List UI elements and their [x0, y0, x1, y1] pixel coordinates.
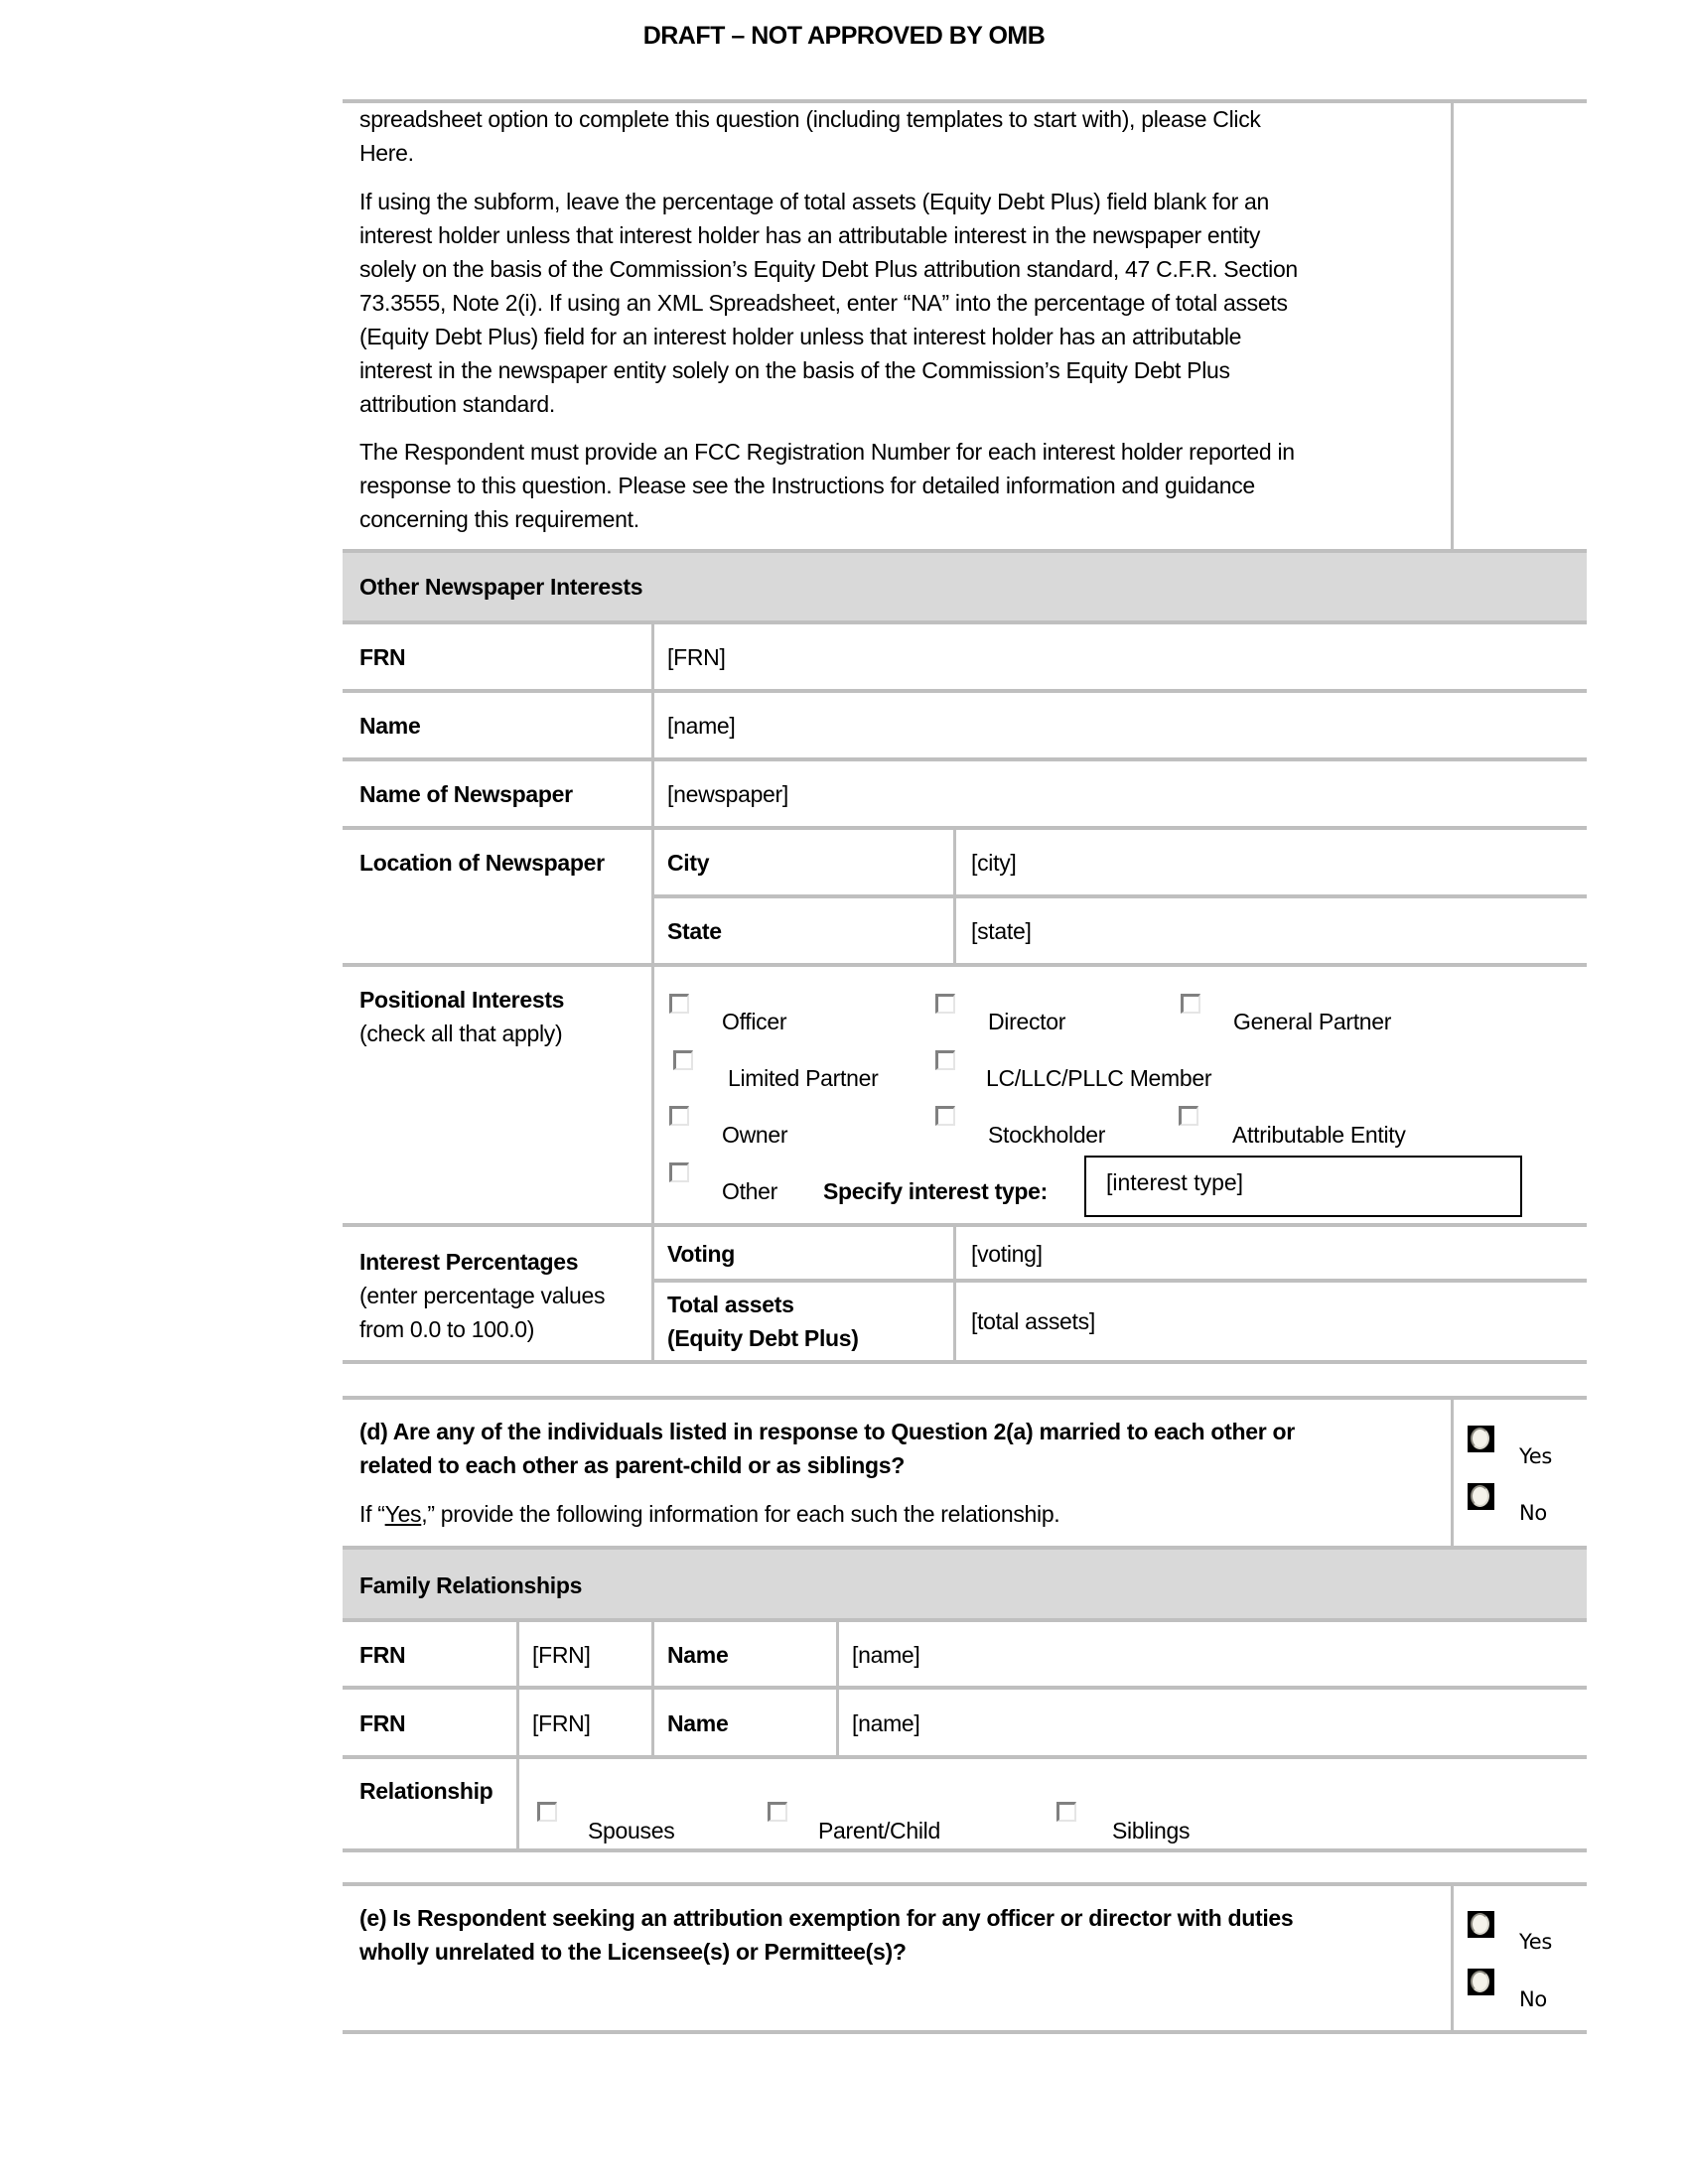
divider: [343, 1618, 1587, 1622]
stockholder-checkbox[interactable]: [935, 1106, 955, 1126]
family-name-label-2: Name: [667, 1710, 729, 1736]
text-line: 73.3555, Note 2(i). If using an XML Spreadsheet, enter “NA” into the percentage of total assets: [359, 290, 1288, 316]
relationship-label: Relationship: [359, 1778, 493, 1804]
question-d-yes-label: Yes: [1519, 1444, 1552, 1468]
note-yes-text: Yes: [384, 1501, 422, 1527]
family-name-label-1: Name: [667, 1642, 729, 1668]
voting-label: Voting: [667, 1241, 736, 1267]
attributable-entity-checkbox[interactable]: [1179, 1106, 1198, 1126]
newspaper-name-field[interactable]: [newspaper]: [667, 781, 788, 807]
stockholder-label: Stockholder: [988, 1122, 1106, 1148]
newspaper-name-label: Name of Newspaper: [359, 781, 573, 807]
click-here-link[interactable]: Here.: [359, 140, 414, 166]
label-line: (Equity Debt Plus): [667, 1325, 859, 1351]
text-line: solely on the basis of the Commission’s Equity Debt Plus attribution standard, 47 C.F.R. Section: [359, 256, 1298, 282]
question-e-text: [359, 1901, 1442, 1969]
question-d-no-label: No: [1519, 1501, 1547, 1525]
location-label: Location of Newspaper: [359, 850, 605, 876]
spouses-label: Spouses: [588, 1818, 675, 1843]
divider: [1451, 99, 1454, 552]
divider: [651, 1622, 654, 1757]
divider: [836, 1622, 839, 1757]
specify-interest-type-label: Specify interest type:: [823, 1178, 1049, 1204]
divider: [343, 757, 1587, 761]
sublabel-line: from 0.0 to 100.0): [359, 1316, 535, 1342]
name-label: Name: [359, 713, 421, 739]
other-label: Other: [722, 1178, 778, 1204]
text-line: concerning this requirement.: [359, 506, 639, 532]
divider: [653, 1279, 1587, 1283]
parent-child-label: Parent/Child: [818, 1818, 940, 1843]
family-name-field-1[interactable]: [name]: [852, 1642, 920, 1668]
officer-label: Officer: [722, 1009, 787, 1034]
llc-member-label: LC/LLC/PLLC Member: [986, 1065, 1212, 1091]
divider: [343, 1396, 1587, 1400]
divider: [343, 1882, 1587, 1886]
llc-member-checkbox[interactable]: [935, 1050, 955, 1070]
state-label: State: [667, 918, 722, 944]
text-line: (d) Are any of the individuals listed in response to Question 2(a) married to each other or: [359, 1419, 1295, 1444]
question-d-no-radio[interactable]: [1468, 1483, 1494, 1510]
divider: [343, 620, 1587, 624]
divider: [653, 894, 1587, 898]
total-assets-field[interactable]: [total assets]: [971, 1308, 1095, 1334]
officer-checkbox[interactable]: [669, 994, 689, 1014]
interest-percentages-label: Interest Percentages: [359, 1249, 579, 1275]
text-line: (e) Is Respondent seeking an attribution exemption for any officer or director with duties: [359, 1905, 1294, 1931]
divider: [343, 1755, 1587, 1759]
question-e-no-radio[interactable]: [1468, 1969, 1494, 1995]
family-frn-field-1[interactable]: [FRN]: [532, 1642, 591, 1668]
question-d-yes-radio[interactable]: [1468, 1426, 1494, 1452]
text-line: response to this question. Please see the Instructions for detailed information and guidance: [359, 473, 1255, 498]
name-field[interactable]: [name]: [667, 713, 736, 739]
owner-label: Owner: [722, 1122, 788, 1148]
divider: [343, 963, 1587, 967]
other-checkbox[interactable]: [669, 1162, 689, 1182]
divider: [343, 1848, 1587, 1852]
question-e-no-label: No: [1519, 1987, 1547, 2011]
parent-child-checkbox[interactable]: [768, 1802, 787, 1822]
divider: [343, 826, 1587, 830]
note-text: If “: [359, 1501, 385, 1527]
interest-percentages-sublabel: [359, 1279, 605, 1346]
divider: [343, 689, 1587, 693]
general-partner-checkbox[interactable]: [1181, 994, 1200, 1014]
text-line: (Equity Debt Plus) field for an interest holder unless that interest holder has an attributable: [359, 324, 1242, 349]
frn-label: FRN: [359, 644, 406, 670]
family-frn-label-2: FRN: [359, 1710, 406, 1736]
intro-paragraph-1: [359, 102, 1442, 170]
question-e-yes-label: Yes: [1519, 1930, 1552, 1954]
divider: [343, 1686, 1587, 1690]
general-partner-label: General Partner: [1233, 1009, 1392, 1034]
page-header: DRAFT – NOT APPROVED BY OMB: [642, 22, 1046, 50]
text-line: spreadsheet option to complete this question (including templates to start with), please Click: [359, 106, 1261, 132]
director-label: Director: [988, 1009, 1066, 1034]
city-label: City: [667, 850, 710, 876]
director-checkbox[interactable]: [935, 994, 955, 1014]
question-d-text: [359, 1415, 1442, 1482]
text-line: The Respondent must provide an FCC Registration Number for each interest holder reported in: [359, 439, 1295, 465]
city-field[interactable]: [city]: [971, 850, 1017, 876]
label-line: Total assets: [667, 1292, 794, 1317]
divider: [953, 1227, 956, 1361]
interest-type-input[interactable]: [interest type]: [1084, 1156, 1522, 1217]
family-frn-label-1: FRN: [359, 1642, 406, 1668]
text-line: interest in the newspaper entity solely on the basis of the Commission’s Equity Debt Plus: [359, 357, 1230, 383]
state-field[interactable]: [state]: [971, 918, 1032, 944]
positional-interests-label: Positional Interests: [359, 987, 565, 1013]
family-name-field-2[interactable]: [name]: [852, 1710, 920, 1736]
siblings-label: Siblings: [1112, 1818, 1191, 1843]
divider: [1451, 1400, 1454, 1547]
section-title-family-relationships: Family Relationships: [359, 1572, 583, 1598]
text-line: interest holder unless that interest holder has an attributable interest in the newspaper entity: [359, 222, 1261, 248]
total-assets-label: [667, 1288, 859, 1355]
divider: [343, 2030, 1587, 2034]
text-line: attribution standard.: [359, 391, 555, 417]
frn-field[interactable]: [FRN]: [667, 644, 726, 670]
section-title-other-newspaper-interests: Other Newspaper Interests: [359, 574, 643, 600]
question-e-yes-radio[interactable]: [1468, 1911, 1494, 1938]
divider: [343, 1223, 1587, 1227]
divider: [651, 624, 654, 1361]
note-text: ,” provide the following information for each such the relationship.: [421, 1501, 1060, 1527]
divider: [343, 549, 1587, 553]
text-line: wholly unrelated to the Licensee(s) or Permittee(s)?: [359, 1939, 907, 1965]
text-line: If using the subform, leave the percentage of total assets (Equity Debt Plus) field blank for an: [359, 189, 1269, 214]
family-frn-field-2[interactable]: [FRN]: [532, 1710, 591, 1736]
limited-partner-label: Limited Partner: [728, 1065, 879, 1091]
attributable-entity-label: Attributable Entity: [1232, 1122, 1406, 1148]
text-line: related to each other as parent-child or as siblings?: [359, 1452, 906, 1478]
sublabel-line: (enter percentage values: [359, 1283, 606, 1308]
divider: [343, 1360, 1587, 1364]
positional-interests-sublabel: (check all that apply): [359, 1021, 563, 1046]
siblings-checkbox[interactable]: [1056, 1802, 1076, 1822]
limited-partner-checkbox[interactable]: [673, 1050, 693, 1070]
divider: [516, 1622, 519, 1851]
owner-checkbox[interactable]: [669, 1106, 689, 1126]
intro-paragraph-2: [359, 185, 1442, 421]
question-d-note: [359, 1497, 1059, 1531]
divider: [1451, 1886, 1454, 2033]
spouses-checkbox[interactable]: [537, 1802, 557, 1822]
divider: [343, 1546, 1587, 1550]
voting-field[interactable]: [voting]: [971, 1241, 1043, 1267]
intro-paragraph-3: [359, 435, 1442, 536]
